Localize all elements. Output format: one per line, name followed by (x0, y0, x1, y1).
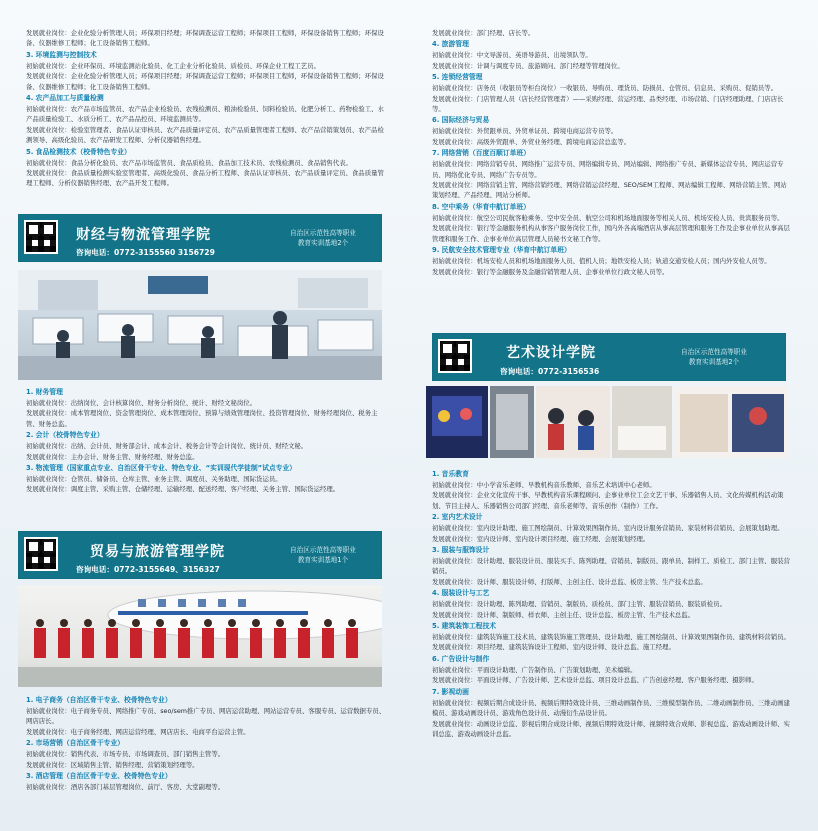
banner-art-school (432, 333, 786, 381)
crew-member-uniform (250, 628, 262, 658)
program-heading: 3. 服装与服饰设计 (432, 546, 490, 555)
program-heading: 2. 室内艺术设计 (432, 513, 483, 522)
program-description: 发展就业岗位：调度主管、采购主管、仓储经理、运输经理、配送经理、客户经理、关务主管、国际货运经理。 (26, 485, 340, 494)
program-heading: 2. 市场营销（自治区骨干专业） (26, 739, 125, 748)
crew-member-uniform (154, 628, 166, 658)
program-description: 初始就业岗位：仓管员、储备员、仓库主管、业务主管、调度员、关务助理、国际货运员。 (26, 475, 282, 484)
program-description: 初始就业岗位：出纳岗位、会计核算岗位、财务分析岗位、统计、财经文秘岗位。 (26, 399, 257, 407)
program-description: 初始就业岗位：机场安检人员和机场地面服务人员、值机人员；地铁安检人员；轨道交通安检人员；国内外安检人员等。 (432, 257, 771, 266)
banner-side-line1: 自治区示范性高等职业 (290, 546, 356, 554)
qr-code-icon (438, 339, 472, 373)
program-description: 发展就业岗位：区域销售主管、销售经理、营销策划经理等。 (26, 760, 199, 769)
program-description: 发展就业岗位：食品质量检测实验室管理者、高级化验员、食品分析工程师、食品认证审核员、农产品质量评定员、食品质量管理工程师、分析仪器销售经理、农产品开发工程师。 (26, 169, 384, 188)
crew-member-head (84, 619, 92, 627)
text-block-left-top (26, 28, 386, 189)
banner-title: 财经与物流管理学院 (76, 227, 211, 243)
text-block-right-bottom (432, 468, 792, 739)
program-description: 初始就业岗位：设计助理、服装设计员、服装买手、陈列助理、营销员、制版员、跟单员、制样工、质检工、部门主管、服装营销员。 (432, 557, 790, 576)
program-heading: 2. 会计（校骨特色专业） (26, 431, 104, 440)
program-description: 发展就业岗位：设计师、制版师、样衣师、主创主任、设计总监、板房主管、生产技术总监。 (432, 610, 695, 619)
crew-member-head (252, 619, 260, 627)
program-description: 发展就业岗位：计调与调度专员、旅游顾问、部门经理等管理岗位。 (432, 61, 624, 70)
banner-phone: 咨询电话：0772-3155649、3156327 (76, 565, 220, 574)
crew-member-head (36, 619, 44, 627)
crew-member-head (300, 619, 308, 627)
crew-member-uniform (202, 628, 214, 658)
program-heading: 4. 旅游管理 (432, 40, 469, 49)
program-description: 初始就业岗位：电子商务专员、网络推广专员、seo/sem推广专员、网店运营助理、网站运营专员、客服专员、运营数据专员、网店店长。 (26, 707, 386, 726)
crew-member-uniform (346, 628, 358, 658)
program-heading: 3. 物流管理（国家重点专业、自治区骨干专业、特色专业、“实训现代学徒制”试点专业） (26, 464, 297, 473)
program-heading: 7. 网络营销（百度百顺订单班） (432, 149, 531, 158)
crew-member-head (108, 619, 116, 627)
crew-member-head (60, 619, 68, 627)
program-description: 发展就业岗位：银行等金融服务机构从事客户服务岗位工作，国内外各高端酒店从事高层管理和服务工作及企事业单位从事高层管理和服务工作、企事业单位高层管理人员秘书文秘工作等。 (432, 224, 790, 243)
program-description: 发展就业岗位：成本管理岗位、资金管理岗位、成本管理岗位、预算与绩效管理岗位、投资管理岗位、财务经理岗位、税务主管、财务总监。 (26, 409, 378, 428)
crew-member-head (180, 619, 188, 627)
program-heading: 7. 影视动画 (432, 687, 469, 696)
program-description: 初始就业岗位：室内设计助理、施工图绘制员、计算效果图制作员、室内设计服务营销员、家装材料营销员、会展策划助理。 (432, 524, 784, 533)
program-description: 发展就业岗位：高级外贸跟单、外贸业务经理、跨境电商运营总监等。 (432, 137, 631, 146)
program-heading: 3. 环境监测与控制技术 (26, 50, 97, 59)
program-heading: 3. 酒店管理（自治区骨干专业、校骨特色专业） (26, 772, 172, 781)
crew-member-head (156, 619, 164, 627)
crew-member-uniform (130, 628, 142, 658)
program-heading: 5. 食品检测技术（校骨特色专业） (26, 147, 131, 156)
crew-member-uniform (58, 628, 70, 658)
crew-member-uniform (178, 628, 190, 658)
program-heading: 9. 民航安全技术管理专业（华育中航订单班） (432, 246, 571, 255)
banner-finance-school (18, 214, 382, 262)
program-description: 发展就业岗位：企业文化宣传干事、早教机构音乐课程顾问、企事业单位工会文艺干事、乐器销售人员、文化传媒机构活动策划、节目主持人、乐器销售公司部门经理、音乐老师等、音乐创作（制作）工作。 (432, 491, 784, 510)
program-heading: 1. 财务管理 (26, 388, 63, 396)
program-description: 初始就业岗位：网络营销专员、网络推广运营专员、网络编辑专员、网站编辑、网络推广专员、新媒体运营专员、网店运营专员、网络优化专员、网络广告专员等。 (432, 160, 784, 179)
crew-member-head (276, 619, 284, 627)
program-description: 初始就业岗位：企业环保员、环境监测站化验员、化工企业分析化验员、质检员、环保企业工程工艺员。 (26, 61, 320, 70)
program-description: 初始就业岗位：设计助理、陈列助理、营销员、制版员、质检员、部门主管、服装营销员、服装质检员。 (432, 600, 726, 609)
crew-member-head (348, 619, 356, 627)
crew-member-uniform (226, 628, 238, 658)
art-photo-strip (426, 386, 788, 458)
banner-title: 艺术设计学院 (506, 345, 596, 361)
banner-trade-school (18, 531, 382, 579)
program-description: 发展就业岗位：设计师、服装设计师、打版师、主创主任、设计总监、板房主管、生产技术总监。 (432, 577, 707, 586)
crew-member-head (204, 619, 212, 627)
qr-code-icon (24, 220, 58, 254)
program-description: 初始就业岗位：出纳、会计员、财务部会计、成本会计、税务会计等会计岗位、统计员、财经文秘。 (26, 442, 308, 451)
program-description: 发展就业岗位：平面设计师、广告设计师、艺术设计总监、项目设计总监、广告创意经理、客户服务经理、摄影师。 (432, 676, 758, 685)
program-description: 初始就业岗位：建筑装饰施工技术员、建筑装饰施工管理员、设计助理、施工图绘制员、计算效果图制作员、建筑材料营销员。 (432, 633, 790, 642)
program-description: 初始就业岗位：销售代表、市场专员、市场调查员、部门销售主管等。 (26, 750, 225, 759)
banner-side-line2: 教育实训基地2个 (688, 358, 740, 366)
program-description: 发展就业岗位：企业化验分析管理人员；环保项目经理；环保调查运营工程师；环保项目工程师，环保设备销售工程师；环保设备、仪器维修工程师；化工设备销售工程师。 (26, 29, 384, 48)
program-heading: 4. 服装设计与工艺 (432, 589, 490, 598)
text-block-right-top (432, 28, 792, 277)
program-description: 发展就业岗位：企业化验分析管理人员；环保项目经理；环保调查运营工程师；环保项目工程师，环保设备销售工程师；环保设备、仪器维修工程师；化工设备销售工程师。 (26, 72, 384, 91)
program-description: 发展就业岗位：门店管理人员（店长经营管理者）——采购经理、营运经理、品类经理、市场营销、门店经理助理、门店店长等。 (432, 94, 784, 114)
crew-member-uniform (322, 628, 334, 658)
text-block-left-bottom (26, 694, 386, 792)
banner-side-text (268, 545, 378, 565)
crew-member-uniform (34, 628, 46, 658)
crew-member-uniform (274, 628, 286, 658)
program-description: 初始就业岗位：农产品市场监管员、农产品企业检验员、农残检测员、粮油检验员、饲料检验员、化肥分析工、药物检验工、水产品质量检验工、水质分析工、农产品品控员、环境监测员等。 (26, 105, 384, 124)
program-description: 初始就业岗位：视频后期合成设计员、视频后期特效设计员、三维动画制作员、三维模型制作员、二维动画制作员、三维动画建模员、游戏动画设计员、游戏角色设计员、动漫衍生品设计员。 (432, 698, 790, 718)
banner-side-line1: 自治区示范性高等职业 (681, 348, 747, 356)
banner-side-text (268, 228, 378, 248)
program-description: 发展就业岗位：项目经理、建筑装饰设计工程师、室内设计师、设计总监、施工经理。 (432, 643, 675, 652)
crew-member-head (228, 619, 236, 627)
program-heading: 6. 广告设计与制作 (432, 654, 490, 663)
program-description: 发展就业岗位：网络营销主管、网络营销经理、网络营销运营经理、SEO/SEM工程师、网站编辑工程师、网络营销主管、网站策划经理、产品经理、网站分析师。 (432, 181, 787, 200)
program-description: 初始就业岗位：外贸跟单员、外贸单证员、跨境电商运营专员等。 (432, 127, 618, 136)
program-description: 发展就业岗位：电子商务经理、网店运营经理、网店店长、电商平台运营主管。 (26, 727, 250, 736)
program-description: 发展就业岗位：动画设计总监、影视后期合成设计师、视频后期特效设计师、视频特效合成师、影视总监、游戏动画设计师、实训总监、游戏动画设计总监。 (432, 719, 790, 738)
program-description: 发展就业岗位：主办会计、财务主管、财务经理、财务总监。 (26, 452, 199, 461)
program-description: 初始就业岗位：店务员（收银员等柜台岗位）一收银员、导购员、理货员、防损员、仓管员、信息员、采购员、促销员等。 (432, 84, 778, 93)
banner-side-text (654, 347, 774, 367)
program-heading: 4. 农产品加工与质量检测 (26, 94, 104, 103)
program-heading: 5. 连锁经营管理 (432, 73, 483, 82)
program-heading: 8. 空中乘务（华育中航订单班） (432, 202, 531, 211)
classroom-photo (18, 270, 382, 380)
banner-side-line2: 教育实训基地1个 (297, 556, 349, 564)
crew-member-head (132, 619, 140, 627)
crew-member-uniform (82, 628, 94, 658)
banner-phone: 咨询电话：0772-3156536 (500, 367, 600, 376)
text-block-left-mid (26, 386, 386, 495)
program-description: 发展就业岗位：部门经理、店长等。 (432, 29, 535, 37)
program-description: 初始就业岗位：中小学音乐老师、早教机构音乐教师、音乐艺术培训中心老师。 (432, 481, 656, 489)
crew-member-uniform (106, 628, 118, 658)
aircraft-crew-photo (18, 585, 382, 687)
banner-side-line1: 自治区示范性高等职业 (290, 229, 356, 237)
program-description: 初始就业岗位：中文导游员、英语导游员、出境领队等。 (432, 51, 592, 60)
banner-phone: 咨询电话：0772-3155560 3156729 (76, 248, 215, 257)
program-description: 初始就业岗位：食品分析化验员、农产品市场监管员、食品质检员、食品加工技术员、农残检测员、食品销售代表。 (26, 158, 352, 167)
crew-member-uniform (298, 628, 310, 658)
program-heading: 5. 建筑装饰工程技术 (432, 622, 497, 631)
program-heading: 1. 电子商务（自治区骨干专业、校骨特色专业） (26, 696, 172, 704)
crew-member-head (324, 619, 332, 627)
program-heading: 6. 国际经济与贸易 (432, 116, 490, 125)
banner-title: 贸易与旅游管理学院 (90, 544, 225, 560)
qr-code-icon (24, 537, 58, 571)
program-heading: 1. 音乐教育 (432, 470, 469, 478)
banner-side-line2: 教育实训基地2个 (297, 239, 349, 247)
program-description: 初始就业岗位：航空公司民航客舱乘务、空中安全员、航空公司和机场地面服务等相关人员、机场安检人员、贵宾服务员等。 (432, 213, 784, 222)
program-description: 发展就业岗位：室内设计师、室内设计项目经理、施工经理、会展策划经理。 (432, 534, 650, 543)
program-description: 发展就业岗位：银行等金融服务及金融营销管理人员、企事业单位行政文秘人员等。 (432, 267, 669, 276)
program-description: 初始就业岗位：平面设计助理、广告制作员、广告策划助理、美术编辑。 (432, 665, 637, 674)
program-description: 初始就业岗位：酒店各部门基层管理岗位、前厅、客房、大堂副理等。 (26, 783, 225, 792)
program-description: 发展就业岗位：检验室管理者、食品认证审核员、农产品质量评定员、农产品质量管理者工程师、农产品营销策划员、农产品检测领导、高级化验员、农产品研发工程师、分析仪器销售经理。 (26, 125, 384, 145)
